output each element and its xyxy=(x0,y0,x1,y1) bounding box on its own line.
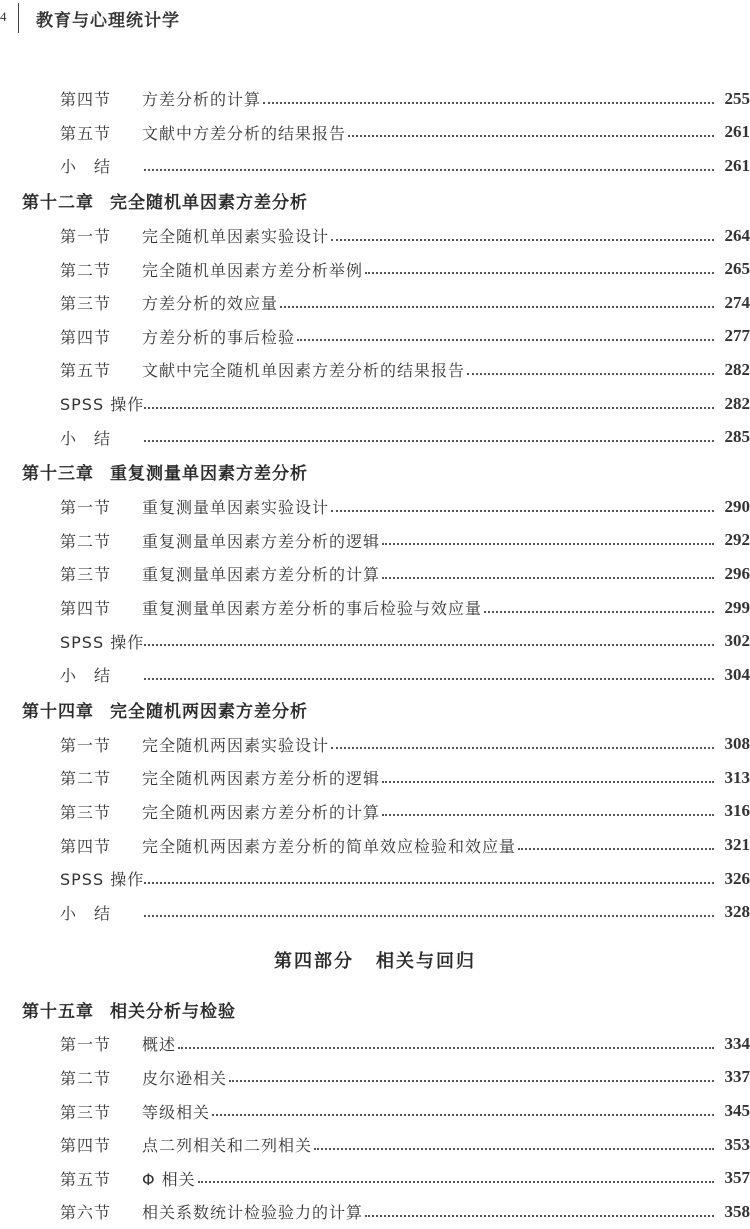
dot-leader xyxy=(484,611,714,613)
section-title: 完全随机单因素方差分析举例 xyxy=(142,260,364,280)
dot-leader xyxy=(365,1215,714,1217)
dot-leader xyxy=(467,373,714,375)
page-reference: 304 xyxy=(724,664,750,684)
page-number: 4 xyxy=(0,9,7,24)
section-number: 第三节 xyxy=(60,802,112,822)
page-reference: 261 xyxy=(724,122,750,142)
section-number: 第二节 xyxy=(60,769,112,789)
page-reference: 277 xyxy=(724,326,750,346)
chapter-number: 第十二章 xyxy=(22,193,94,214)
toc-section-entry[interactable] xyxy=(0,624,750,658)
toc-section-entry[interactable] xyxy=(0,658,750,692)
section-title: 完全随机两因素方差分析的逻辑 xyxy=(142,769,381,789)
page-reference: 328 xyxy=(724,902,750,922)
section-number: 第二节 xyxy=(60,1068,112,1088)
section-title: 完全随机两因素方差分析的简单效应检验和效应量 xyxy=(142,836,517,856)
page-reference: 308 xyxy=(724,734,750,754)
dot-leader xyxy=(382,577,714,579)
toc-section-entry[interactable] xyxy=(0,524,750,558)
section-number: 第五节 xyxy=(60,123,112,143)
section-number: 第四节 xyxy=(60,90,112,110)
toc-part-heading xyxy=(0,929,750,991)
section-title: 重复测量单因素实验设计 xyxy=(142,498,330,518)
section-title: 重复测量单因素方差分析的逻辑 xyxy=(142,531,381,551)
section-number: 第四节 xyxy=(60,1136,112,1156)
page-reference: 299 xyxy=(724,597,750,617)
dot-leader xyxy=(331,747,714,749)
header-divider xyxy=(18,3,19,33)
section-number: 小 结 xyxy=(60,428,112,448)
page-reference: 285 xyxy=(724,427,750,447)
page-reference: 274 xyxy=(724,292,750,312)
toc-section-entry[interactable] xyxy=(0,320,750,354)
section-number: 第四节 xyxy=(60,836,112,856)
dot-leader xyxy=(144,882,714,884)
chapter-number: 第十五章 xyxy=(22,1001,94,1022)
section-title: 点二列相关和二列相关 xyxy=(142,1136,313,1156)
section-title: 重复测量单因素方差分析的事后检验与效应量 xyxy=(142,599,483,619)
page-reference: 326 xyxy=(724,868,750,888)
dot-leader xyxy=(144,440,714,442)
section-number: 第五节 xyxy=(60,361,112,381)
section-number: 小 结 xyxy=(60,157,112,177)
toc-section-entry[interactable] xyxy=(0,895,750,929)
page-reference: 282 xyxy=(724,393,750,413)
dot-leader xyxy=(280,306,714,308)
dot-leader xyxy=(297,339,714,341)
chapter-number: 第十三章 xyxy=(22,464,94,485)
toc-section-entry[interactable] xyxy=(0,728,750,762)
section-number: 第一节 xyxy=(60,498,112,518)
toc-section-entry[interactable] xyxy=(0,862,750,896)
dot-leader xyxy=(198,1181,714,1183)
page-reference: 290 xyxy=(724,496,750,516)
dot-leader xyxy=(144,169,714,171)
section-title: 概述 xyxy=(142,1035,177,1055)
toc-section-entry[interactable] xyxy=(0,353,750,387)
chapter-number: 第十四章 xyxy=(22,702,94,722)
section-number: 第三节 xyxy=(60,565,112,585)
page-reference: 261 xyxy=(724,155,750,175)
section-title: 文献中完全随机单因素方差分析的结果报告 xyxy=(142,361,466,381)
page-header xyxy=(0,0,750,34)
dot-leader xyxy=(144,644,714,646)
toc-chapter-heading[interactable] xyxy=(0,454,750,490)
toc-section-entry[interactable] xyxy=(0,490,750,524)
toc-section-entry[interactable] xyxy=(0,387,750,421)
toc-chapter-heading[interactable] xyxy=(0,692,750,728)
section-title: Φ 相关 xyxy=(142,1169,196,1189)
toc-section-entry[interactable] xyxy=(0,557,750,591)
toc-section-entry[interactable] xyxy=(0,420,750,454)
page-reference: 357 xyxy=(724,1168,750,1188)
section-number: SPSS 操作 xyxy=(60,395,145,415)
dot-leader xyxy=(314,1148,714,1150)
section-number: 第一节 xyxy=(60,227,112,247)
page-reference: 321 xyxy=(724,835,750,855)
chapter-title: 重复测量单因素方差分析 xyxy=(110,464,308,485)
toc-section-entry[interactable] xyxy=(0,761,750,795)
section-title: 等级相关 xyxy=(142,1102,211,1122)
section-number: 第六节 xyxy=(60,1203,112,1223)
book-title: 教育与心理统计学 xyxy=(36,11,180,31)
dot-leader xyxy=(331,239,714,241)
page-reference: 282 xyxy=(724,359,750,379)
page-reference: 334 xyxy=(724,1033,750,1053)
dot-leader xyxy=(348,135,714,137)
dot-leader xyxy=(382,814,714,816)
section-number: 第四节 xyxy=(60,327,112,347)
chapter-title: 相关分析与检验 xyxy=(110,1001,236,1022)
page-reference: 345 xyxy=(724,1101,750,1121)
section-number: 第三节 xyxy=(60,294,112,314)
page-reference: 313 xyxy=(724,767,750,787)
dot-leader xyxy=(518,848,714,850)
toc-section-entry[interactable] xyxy=(0,591,750,625)
section-number: 第五节 xyxy=(60,1169,112,1189)
chapter-title: 完全随机单因素方差分析 xyxy=(110,193,308,214)
section-number: 小 结 xyxy=(60,666,112,686)
section-number: 第一节 xyxy=(60,1035,112,1055)
toc-section-entry[interactable] xyxy=(0,252,750,286)
page-reference: 353 xyxy=(724,1134,750,1154)
section-number: 第二节 xyxy=(60,531,112,551)
section-number: 小 结 xyxy=(60,903,112,923)
section-title: 文献中方差分析的结果报告 xyxy=(142,123,347,143)
section-title: 方差分析的事后检验 xyxy=(142,327,296,347)
section-number: SPSS 操作 xyxy=(60,632,145,652)
page-reference: 264 xyxy=(724,225,750,245)
toc-section-entry[interactable] xyxy=(0,219,750,253)
dot-leader xyxy=(178,1047,714,1049)
toc-section-entry[interactable] xyxy=(0,1195,750,1229)
part-title: 相关与回归 xyxy=(376,951,476,973)
section-title: 重复测量单因素方差分析的计算 xyxy=(142,565,381,585)
page-reference: 302 xyxy=(724,631,750,651)
section-number: 第一节 xyxy=(60,735,112,755)
dot-leader xyxy=(144,407,714,409)
section-title: 皮尔逊相关 xyxy=(142,1068,228,1088)
dot-leader xyxy=(382,543,714,545)
toc-section-entry[interactable] xyxy=(0,1128,750,1162)
section-number: 第三节 xyxy=(60,1102,112,1122)
toc-chapter-heading[interactable] xyxy=(0,183,750,219)
page-reference: 296 xyxy=(724,563,750,583)
section-number: 第四节 xyxy=(60,599,112,619)
dot-leader xyxy=(144,678,714,680)
part-number: 第四部分 xyxy=(274,951,354,973)
chapter-title: 完全随机两因素方差分析 xyxy=(110,702,308,722)
dot-leader xyxy=(212,1114,714,1116)
page-reference: 255 xyxy=(724,88,750,108)
toc-section-entry[interactable] xyxy=(0,1094,750,1128)
toc-section-entry[interactable] xyxy=(0,1061,750,1095)
page-reference: 265 xyxy=(724,259,750,279)
section-title: 完全随机两因素实验设计 xyxy=(142,735,330,755)
toc-section-entry[interactable] xyxy=(0,286,750,320)
dot-leader xyxy=(382,781,714,783)
toc-section-entry[interactable] xyxy=(0,1161,750,1195)
section-title: 相关系数统计检验验力的计算 xyxy=(142,1203,364,1223)
page-reference: 358 xyxy=(724,1201,750,1221)
dot-leader xyxy=(263,102,714,104)
toc-section-entry[interactable] xyxy=(0,1027,750,1061)
toc-section-entry[interactable] xyxy=(0,795,750,829)
section-title: 完全随机两因素方差分析的计算 xyxy=(142,802,381,822)
section-number: 第二节 xyxy=(60,260,112,280)
toc-section-entry[interactable] xyxy=(0,828,750,862)
section-title: 方差分析的计算 xyxy=(142,90,262,110)
page-reference: 316 xyxy=(724,801,750,821)
toc-section-entry[interactable] xyxy=(0,82,750,116)
section-number: SPSS 操作 xyxy=(60,870,145,890)
dot-leader xyxy=(365,272,714,274)
dot-leader xyxy=(331,510,714,512)
toc-section-entry[interactable] xyxy=(0,149,750,183)
table-of-contents xyxy=(0,82,750,1229)
section-title: 完全随机单因素实验设计 xyxy=(142,227,330,247)
dot-leader xyxy=(229,1080,714,1082)
dot-leader xyxy=(144,915,714,917)
toc-chapter-heading[interactable] xyxy=(0,991,750,1027)
page-reference: 337 xyxy=(724,1067,750,1087)
section-title: 方差分析的效应量 xyxy=(142,294,279,314)
page-reference: 292 xyxy=(724,530,750,550)
toc-section-entry[interactable] xyxy=(0,116,750,150)
